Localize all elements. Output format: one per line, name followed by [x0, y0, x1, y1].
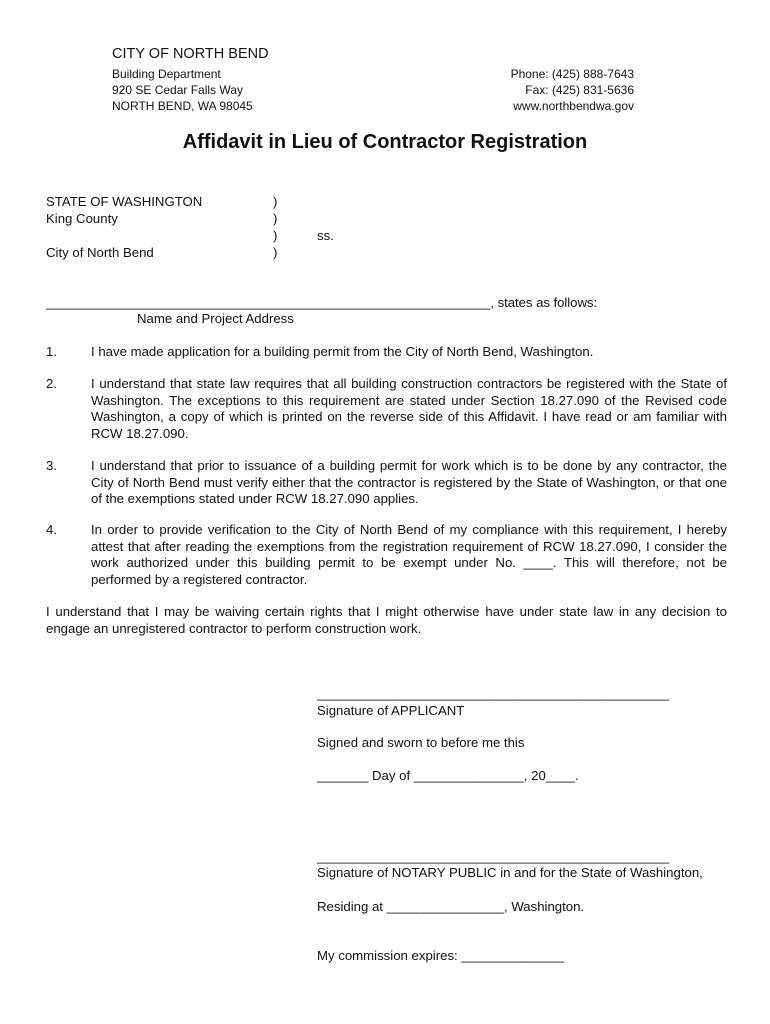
venue-paren: ) — [273, 194, 278, 209]
waiver-paragraph: I understand that I may be waiving certain rights that I might otherwise have under state law in any decision to engage an unregistered contractor to perform construction work. — [46, 604, 727, 636]
notary-signature-label: Signature of NOTARY PUBLIC in and for the State of Washington, — [317, 865, 703, 880]
name-address-line: _____________________________________________________________, states as follows: — [46, 295, 598, 310]
item-number: 2. — [46, 376, 57, 391]
venue-paren: ) — [273, 245, 278, 260]
item-text: In order to provide verification to the City of North Bend of my compliance with this requirement, I hereby attest that after reading the exemptions from the registration requirement of RCW 18.27.090, I consider the work authorized under this building permit to be exempt under No. ____. This will therefore, not be performed by a registered contractor. — [91, 522, 727, 587]
street-address: 920 SE Cedar Falls Way — [112, 83, 243, 97]
date-line: _______ Day of _______________, 20____. — [317, 768, 579, 783]
document-title: Affidavit in Lieu of Contractor Registration — [182, 131, 588, 153]
venue-state: STATE OF WASHINGTON — [46, 194, 203, 209]
item-number: 1. — [46, 344, 57, 359]
org-name: CITY OF NORTH BEND — [112, 46, 269, 62]
venue-city: City of North Bend — [46, 245, 154, 260]
website: www.northbendwa.gov — [513, 99, 634, 113]
city-state-zip: NORTH BEND, WA 98045 — [112, 99, 253, 113]
phone-number: Phone: (425) 888-7643 — [510, 67, 634, 81]
residing-line: Residing at ________________, Washington. — [317, 899, 585, 914]
item-number: 4. — [46, 522, 57, 537]
sworn-statement: Signed and sworn to before me this — [317, 735, 525, 750]
item-text: I have made application for a building permit from the City of North Bend, Washington. — [91, 344, 594, 359]
venue-county: King County — [46, 211, 118, 226]
name-address-caption: Name and Project Address — [137, 311, 294, 326]
venue-paren: ) — [273, 211, 278, 226]
item-text: I understand that prior to issuance of a building permit for work which is to be done by any contractor, the City of North Bend must verify either that the contractor is registered by the State of Washington, or that one of the exemptions stated under RCW 18.27.090 applies. — [91, 458, 727, 506]
commission-expires-line: My commission expires: ______________ — [317, 948, 565, 963]
fax-number: Fax: (425) 831-5636 — [525, 83, 634, 97]
venue-ss: ss. — [317, 228, 334, 243]
notary-signature-line: ________________________________________________ — [317, 849, 670, 864]
venue-paren: ) — [273, 228, 278, 243]
applicant-signature-label: Signature of APPLICANT — [317, 703, 465, 718]
item-text: I understand that state law requires that all building construction contractors be registered with the State of Washington. The exceptions to this requirement are stated under Section 18.27.090 of the Revised code Washington, a copy of which is printed on the reverse side of this Affidavit. I have read or am familiar with RCW 18.27.090. — [91, 376, 727, 441]
applicant-signature-line: ________________________________________________ — [317, 686, 670, 701]
item-number: 3. — [46, 458, 57, 473]
department: Building Department — [112, 67, 221, 81]
